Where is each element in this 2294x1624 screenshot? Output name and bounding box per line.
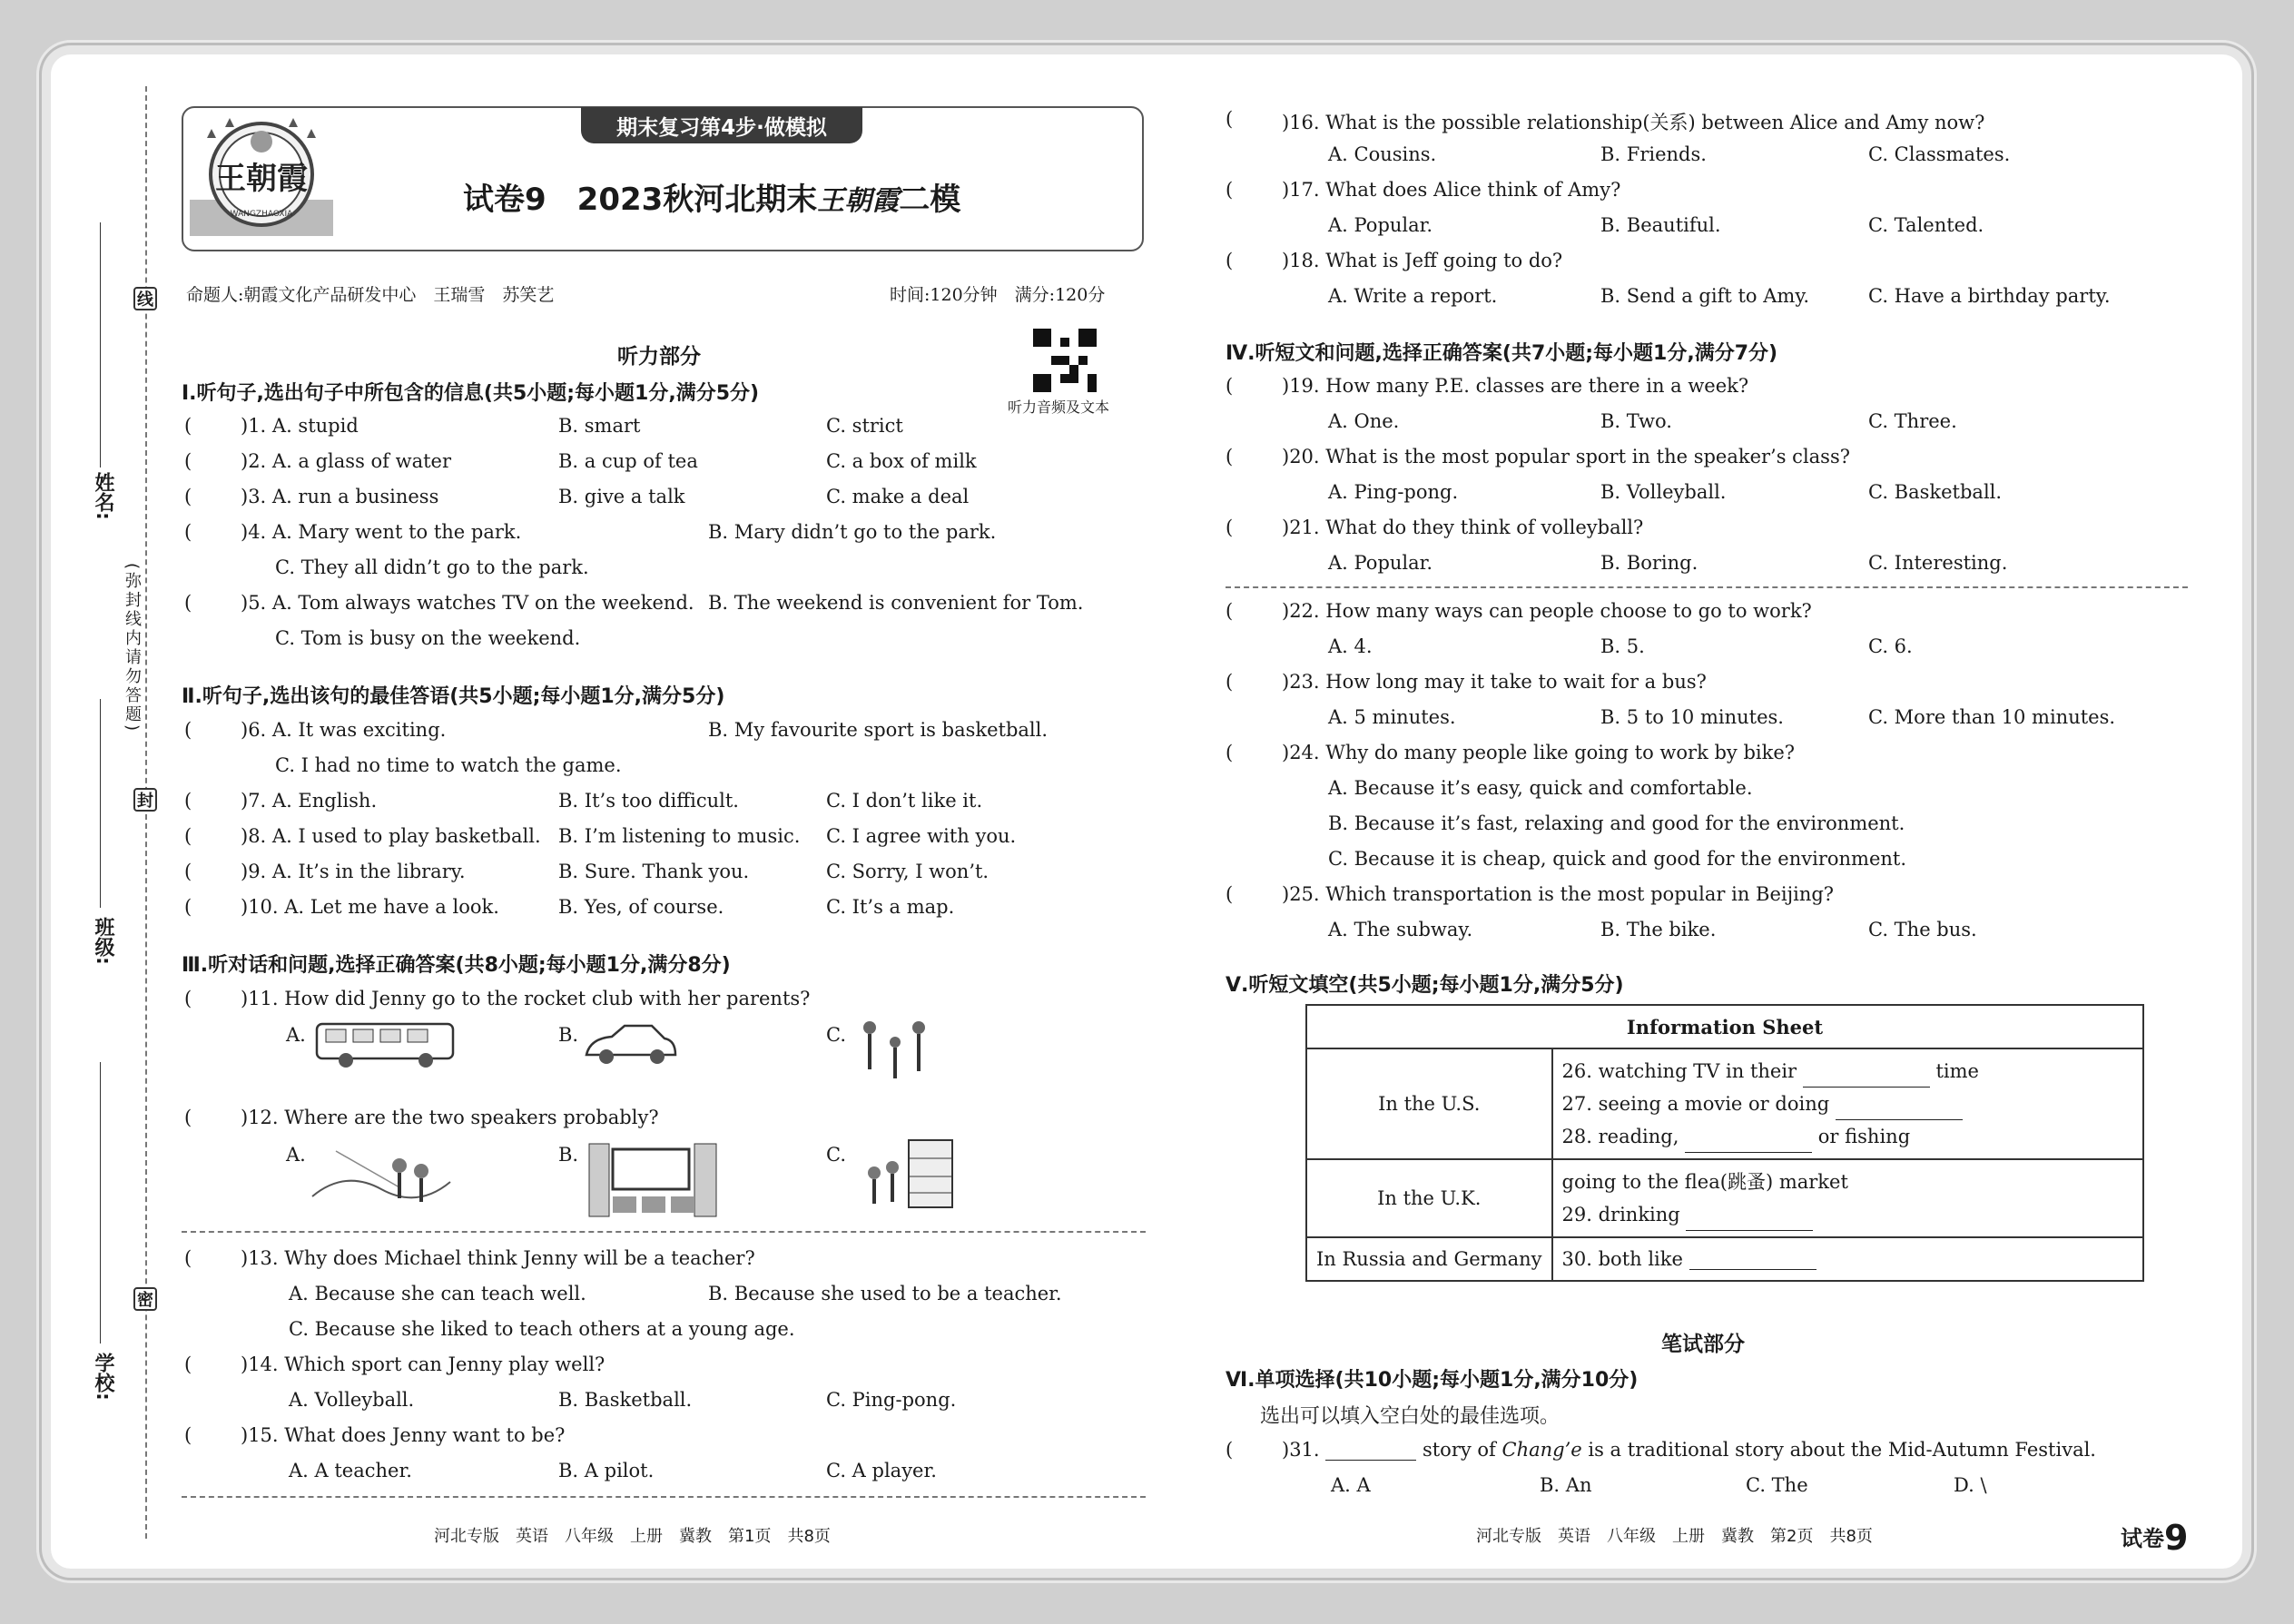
q4-paren[interactable]: (	[184, 521, 192, 543]
authors: 命题人:朝霞文化产品研发中心 王瑞雪 苏笑艺	[186, 285, 555, 305]
logo-emblem-icon	[184, 109, 339, 249]
q22-paren[interactable]: (	[1226, 600, 1234, 622]
q12-option-c: C.	[826, 1144, 846, 1166]
blank-29[interactable]	[1686, 1215, 1813, 1231]
q24-option-b: B. Because it’s fast, relaxing and good for the environment.	[1328, 812, 1905, 834]
q24-option-c: C. Because it is cheap, quick and good for the environment.	[1328, 848, 1907, 870]
q20-stem: )20. What is the most popular sport in the speaker’s class?	[1282, 446, 1850, 468]
q23-option-c: C. More than 10 minutes.	[1868, 706, 2116, 728]
footer-right: 河北专版 英语 八年级 上册 冀教 第2页 共8页	[1476, 1527, 1873, 1546]
q16-option-b: B. Friends.	[1600, 143, 1707, 165]
q17-stem: )17. What does Alice think of Amy?	[1282, 179, 1621, 201]
q3-option-c: C. make a deal	[826, 486, 970, 507]
q8-option-c: C. I agree with you.	[826, 825, 1017, 847]
item-27: 27. seeing a movie or doing	[1561, 1093, 1830, 1115]
q15-paren[interactable]: (	[184, 1424, 192, 1446]
q16-option-a: A. Cousins.	[1328, 143, 1437, 165]
q13-option-a: A. Because she can teach well.	[289, 1283, 586, 1304]
q31-paren[interactable]: (	[1226, 1439, 1234, 1461]
qr-caption: 听力音频及文本	[1008, 399, 1110, 416]
q14-option-b: B. Basketball.	[558, 1389, 693, 1411]
classroom-icon	[586, 1135, 722, 1221]
section-6-instruction: 选出可以填入空白处的最佳选项。	[1260, 1405, 1561, 1428]
q8-option-b: B. I’m listening to music.	[558, 825, 801, 847]
q4-option-c: C. They all didn’t go to the park.	[275, 556, 589, 578]
family-walking-icon	[853, 1015, 935, 1097]
q31-option-d: D. \	[1954, 1474, 1987, 1496]
q6-option-b: B. My favourite sport is basketball.	[708, 719, 1049, 741]
q13-paren[interactable]: (	[184, 1247, 192, 1269]
q1-stem: )1. A. stupid	[241, 415, 359, 437]
section-5-title: Ⅴ.听短文填空(共5小题;每小题1分,满分5分)	[1226, 974, 1624, 997]
q24-paren[interactable]: (	[1226, 742, 1234, 763]
q7-option-c: C. I don’t like it.	[826, 790, 983, 812]
q8-paren[interactable]: (	[184, 825, 192, 847]
q5-paren[interactable]: (	[184, 592, 192, 614]
q17-option-b: B. Beautiful.	[1600, 214, 1721, 236]
car-icon	[581, 1019, 681, 1071]
q13-option-b: B. Because she used to be a teacher.	[708, 1283, 1062, 1304]
q12-stem: )12. Where are the two speakers probably?	[241, 1107, 659, 1128]
q23-option-a: A. 5 minutes.	[1328, 706, 1456, 728]
divider-right-1	[1226, 586, 2188, 588]
q15-option-c: C. A player.	[826, 1460, 937, 1481]
q25-option-a: A. The subway.	[1328, 919, 1473, 940]
q18-option-b: B. Send a gift to Amy.	[1600, 285, 1810, 307]
section-1-title: Ⅰ.听句子,选出句子中所包含的信息(共5小题;每小题1分,满分5分)	[182, 382, 760, 405]
q7-paren[interactable]: (	[184, 790, 192, 812]
q6-option-c: C. I had no time to watch the game.	[275, 754, 622, 776]
paper-title: 试卷9 2023秋河北期末王朝霞二模	[463, 182, 961, 218]
q18-paren[interactable]: (	[1226, 250, 1234, 271]
divider-left-1	[182, 1231, 1146, 1233]
q12-paren[interactable]: (	[184, 1107, 192, 1128]
q19-stem: )19. How many P.E. classes are there in a week?	[1282, 375, 1749, 397]
q31-text-1: story of	[1422, 1439, 1496, 1461]
paper-tag-number: 9	[2164, 1518, 2189, 1558]
q18-stem: )18. What is Jeff going to do?	[1282, 250, 1563, 271]
qr-code[interactable]	[1033, 329, 1097, 392]
item-flea: going to the flea(跳蚤) market	[1561, 1171, 1848, 1193]
q22-stem: )22. How many ways can people choose to go to work?	[1282, 600, 1812, 622]
q1-paren[interactable]: (	[184, 415, 192, 437]
part-listening: 听力部分	[617, 345, 701, 369]
q15-stem: )15. What does Jenny want to be?	[241, 1424, 566, 1446]
q11-option-c: C.	[826, 1024, 846, 1046]
q17-option-c: C. Talented.	[1868, 214, 1984, 236]
section-3-title: Ⅲ.听对话和问题,选择正确答案(共8小题;每小题1分,满分8分)	[182, 954, 731, 977]
footer-left: 河北专版 英语 八年级 上册 冀教 第1页 共8页	[434, 1527, 831, 1546]
q11-option-b: B.	[558, 1024, 579, 1046]
q31-option-a: A. A	[1331, 1474, 1371, 1496]
q20-option-b: B. Volleyball.	[1600, 481, 1727, 503]
q21-option-a: A. Popular.	[1328, 552, 1433, 574]
q10-stem: )10. A. Let me have a look.	[241, 896, 499, 918]
qr-code-icon	[1033, 329, 1097, 392]
time-score: 时间:120分钟 满分:120分	[890, 285, 1106, 305]
class-field[interactable]	[100, 699, 101, 908]
title-logo: 王朝霞	[817, 185, 900, 217]
q4-stem: )4. A. Mary went to the park.	[241, 521, 522, 543]
q14-option-a: A. Volleyball.	[289, 1389, 415, 1411]
info-russia-germany: In Russia and Germany	[1306, 1237, 1552, 1281]
item-26-tail: time	[1935, 1060, 1979, 1082]
item-28-tail: or fishing	[1817, 1126, 1911, 1147]
q22-option-c: C. 6.	[1868, 635, 1913, 657]
q12-option-b: B.	[558, 1144, 579, 1166]
q20-paren[interactable]: (	[1226, 446, 1234, 468]
q9-option-b: B. Sure. Thank you.	[558, 861, 750, 882]
q10-option-b: B. Yes, of course.	[558, 896, 724, 918]
bus-icon	[313, 1019, 458, 1071]
binding-note: (弥封线内请勿答题)	[123, 563, 142, 734]
q9-paren[interactable]: (	[184, 861, 192, 882]
q11-paren[interactable]: (	[184, 988, 192, 1009]
info-uk: In the U.K.	[1306, 1159, 1552, 1237]
class-label: 班级:	[92, 917, 114, 965]
q22-option-b: B. 5.	[1600, 635, 1645, 657]
q12-option-a: A.	[286, 1144, 306, 1166]
q19-paren[interactable]: (	[1226, 375, 1234, 397]
q4-option-b: B. Mary didn’t go to the park.	[708, 521, 997, 543]
q24-stem: )24. Why do many people like going to work by bike?	[1282, 742, 1796, 763]
blank-30[interactable]	[1689, 1254, 1816, 1270]
q17-option-a: A. Popular.	[1328, 214, 1433, 236]
q2-option-c: C. a box of milk	[826, 450, 977, 472]
q7-option-b: B. It’s too difficult.	[558, 790, 739, 812]
q11-stem: )11. How did Jenny go to the rocket club with her parents?	[241, 988, 811, 1009]
school-label: 学校:	[92, 1353, 114, 1401]
binding-char-secret: 密	[133, 1287, 157, 1311]
binding-char-seal: 封	[133, 788, 157, 812]
binding-char-line: 线	[133, 287, 157, 310]
q23-paren[interactable]: (	[1226, 671, 1234, 693]
section-2-title: Ⅱ.听句子,选出该句的最佳答语(共5小题;每小题1分,满分5分)	[182, 685, 725, 708]
info-title: Information Sheet	[1306, 1005, 2143, 1048]
q5-option-c: C. Tom is busy on the weekend.	[275, 627, 581, 649]
q20-option-a: A. Ping-pong.	[1328, 481, 1459, 503]
q25-option-b: B. The bike.	[1600, 919, 1717, 940]
q9-option-c: C. Sorry, I won’t.	[826, 861, 989, 882]
item-28: 28. reading,	[1561, 1126, 1679, 1147]
q18-option-c: C. Have a birthday party.	[1868, 285, 2111, 307]
q31-blank[interactable]	[1325, 1444, 1416, 1461]
q10-paren[interactable]: (	[184, 896, 192, 918]
q20-option-c: C. Basketball.	[1868, 481, 2003, 503]
blank-26[interactable]	[1803, 1071, 1930, 1088]
item-30: 30. both like	[1561, 1248, 1683, 1270]
section-6-title: Ⅵ.单项选择(共10小题;每小题1分,满分10分)	[1226, 1369, 1639, 1392]
info-us: In the U.S.	[1306, 1048, 1552, 1159]
q21-stem: )21. What do they think of volleyball?	[1282, 517, 1644, 538]
q5-stem: )5. A. Tom always watches TV on the weekend.	[241, 592, 694, 614]
item-26: 26. watching TV in their	[1561, 1060, 1797, 1082]
q1-option-c: C. strict	[826, 415, 903, 437]
q15-option-a: A. A teacher.	[289, 1460, 412, 1481]
q10-option-c: C. It’s a map.	[826, 896, 955, 918]
q3-stem: )3. A. run a business	[241, 486, 439, 507]
q15-option-b: B. A pilot.	[558, 1460, 655, 1481]
blank-27[interactable]	[1836, 1104, 1963, 1120]
q3-option-b: B. give a talk	[558, 486, 685, 507]
q19-option-a: A. One.	[1328, 410, 1400, 432]
q16-paren[interactable]: (	[1226, 108, 1234, 130]
q9-stem: )9. A. It’s in the library.	[241, 861, 466, 882]
library-icon	[858, 1137, 958, 1214]
paper-tag-label: 试卷	[2121, 1526, 2164, 1551]
q5-option-b: B. The weekend is convenient for Tom.	[708, 592, 1084, 614]
q2-option-b: B. a cup of tea	[558, 450, 698, 472]
q18-option-a: A. Write a report.	[1328, 285, 1498, 307]
q31-option-b: B. An	[1540, 1474, 1592, 1496]
q13-stem: )13. Why does Michael think Jenny will be a teacher?	[241, 1247, 755, 1269]
svg-text:WANGZHAOXIA: WANGZHAOXIA	[230, 210, 293, 219]
q23-option-b: B. 5 to 10 minutes.	[1600, 706, 1784, 728]
name-field[interactable]	[100, 222, 101, 468]
q16-stem: )16. What is the possible relationship(关系) between Alice and Amy now?	[1282, 112, 1985, 133]
q31-title: Chang’e	[1501, 1439, 1582, 1461]
part-writing: 笔试部分	[1661, 1333, 1745, 1356]
q19-option-b: B. Two.	[1600, 410, 1672, 432]
q3-paren[interactable]: (	[184, 486, 192, 507]
q16-option-c: C. Classmates.	[1868, 143, 2011, 165]
q22-option-a: A. 4.	[1328, 635, 1373, 657]
q11-option-a: A.	[286, 1024, 306, 1046]
q31-text-2: is a traditional story about the Mid-Autumn Festival.	[1588, 1439, 2096, 1461]
q31-option-c: C. The	[1746, 1474, 1808, 1496]
info-us-items	[1552, 1048, 2143, 1159]
q14-paren[interactable]: (	[184, 1353, 192, 1375]
q25-paren[interactable]: (	[1226, 883, 1234, 905]
q31-number: )31.	[1282, 1439, 1320, 1461]
q21-option-b: B. Boring.	[1600, 552, 1698, 574]
q25-stem: )25. Which transportation is the most popular in Beijing?	[1282, 883, 1835, 905]
q25-option-c: C. The bus.	[1868, 919, 1977, 940]
brand-logo	[184, 109, 339, 249]
section-4-title: Ⅳ.听短文和问题,选择正确答案(共7小题;每小题1分,满分7分)	[1226, 342, 1778, 365]
step-badge: 期末复习第4步·做模拟	[581, 107, 862, 143]
q21-option-c: C. Interesting.	[1868, 552, 2008, 574]
q1-option-b: B. smart	[558, 415, 641, 437]
q14-stem: )14. Which sport can Jenny play well?	[241, 1353, 605, 1375]
q7-stem: )7. A. English.	[241, 790, 378, 812]
information-sheet	[1305, 1004, 2144, 1282]
svg-text:王朝霞: 王朝霞	[215, 161, 308, 197]
park-scene-icon	[309, 1133, 454, 1213]
paper-tag	[2121, 1518, 2188, 1558]
q13-option-c: C. Because she liked to teach others at a young age.	[289, 1318, 795, 1340]
q6-paren[interactable]: (	[184, 719, 192, 741]
q23-stem: )23. How long may it take to wait for a bus?	[1282, 671, 1707, 693]
name-label: 姓名:	[92, 472, 114, 520]
q2-stem: )2. A. a glass of water	[241, 450, 452, 472]
item-29: 29. drinking	[1561, 1204, 1680, 1225]
blank-28[interactable]	[1685, 1137, 1812, 1153]
divider-left-2	[182, 1496, 1146, 1498]
q6-stem: )6. A. It was exciting.	[241, 719, 447, 741]
q14-option-c: C. Ping-pong.	[826, 1389, 957, 1411]
q31-stem	[1282, 1439, 2096, 1461]
info-uk-items	[1552, 1159, 2143, 1237]
q17-paren[interactable]: (	[1226, 179, 1234, 201]
q19-option-c: C. Three.	[1868, 410, 1957, 432]
school-field[interactable]	[100, 1062, 101, 1343]
q24-option-a: A. Because it’s easy, quick and comfortable.	[1328, 777, 1753, 799]
q8-stem: )8. A. I used to play basketball.	[241, 825, 541, 847]
q2-paren[interactable]: (	[184, 450, 192, 472]
q21-paren[interactable]: (	[1226, 517, 1234, 538]
